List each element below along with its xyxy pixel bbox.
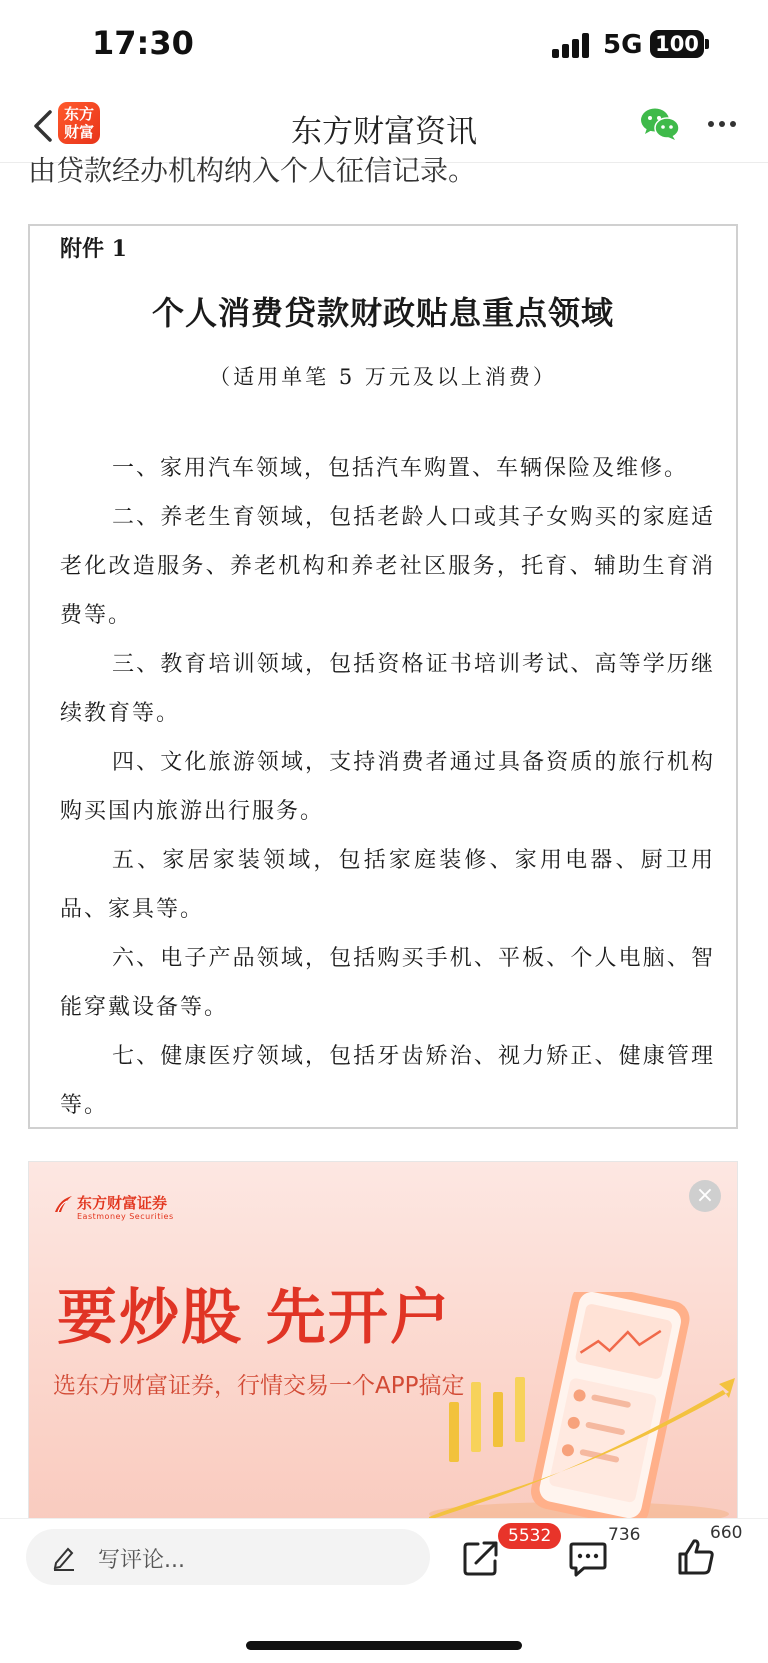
- thumbs-up-icon[interactable]: [676, 1537, 716, 1577]
- document-body: [60, 444, 715, 1130]
- attachment-document-image[interactable]: [28, 224, 738, 1129]
- share-icon[interactable]: [462, 1539, 500, 1577]
- document-subtitle: （适用单笔 5 万元及以上消费）: [209, 365, 557, 389]
- comment-count: 736: [608, 1525, 641, 1545]
- document-item: 一、家用汽车领域，包括汽车购置、车辆保险及维修。: [112, 456, 689, 481]
- page-title: 东方财富资讯: [291, 114, 477, 150]
- pen-icon: [50, 1543, 78, 1571]
- comment-input[interactable]: [26, 1529, 430, 1585]
- phone-trading-illustration-icon: [429, 1292, 738, 1521]
- like-count: 660: [710, 1523, 743, 1543]
- app-logo-line1: 东方: [63, 105, 94, 123]
- document-item: 六、电子产品领域，包括购买手机、平板、个人电脑、智能穿戴设备等。: [60, 946, 715, 1020]
- eastmoney-logo-icon: [53, 1194, 73, 1214]
- ad-headline: 要炒股 先开户: [57, 1283, 452, 1353]
- article-paragraph-cut: 由贷款经办机构纳入个人征信记录。: [28, 154, 477, 186]
- comment-placeholder: 写评论...: [98, 1548, 185, 1573]
- ad-brand-name-en: Eastmoney Securities: [77, 1212, 174, 1221]
- bottom-action-bar: [0, 1518, 768, 1663]
- document-item: 四、文化旅游领域，支持消费者通过具备资质的旅行机构购买国内旅游出行服务。: [60, 750, 715, 824]
- ad-brand-name: 东方财富证券: [77, 1194, 168, 1212]
- battery-icon: 100: [650, 30, 704, 58]
- more-options-icon[interactable]: [706, 112, 738, 136]
- attachment-label: 附件 1: [60, 236, 127, 262]
- document-item: 七、健康医疗领域，包括牙齿矫治、视力矫正、健康管理等。: [60, 1044, 715, 1118]
- network-type: 5G: [603, 30, 643, 60]
- ad-banner[interactable]: [28, 1161, 738, 1521]
- ad-subtext: 选东方财富证券，行情交易一个APP搞定: [53, 1373, 465, 1399]
- home-indicator: [246, 1641, 522, 1650]
- app-logo-line2: 财富: [63, 123, 94, 141]
- comment-icon[interactable]: [568, 1539, 608, 1579]
- status-time: 17:30: [92, 24, 194, 62]
- cellular-signal-icon: [552, 32, 592, 58]
- document-item: 五、家居家装领域，包括家庭装修、家用电器、厨卫用品、家具等。: [60, 848, 715, 922]
- status-bar: [0, 0, 768, 90]
- battery-tip: [705, 39, 709, 49]
- wechat-share-icon[interactable]: [640, 106, 680, 142]
- document-item: 二、养老生育领域，包括老龄人口或其子女购买的家庭适老化改造服务、养老机构和养老社区服务，托育、辅助生育消费等。: [60, 505, 715, 628]
- share-count-badge: 5532: [498, 1523, 561, 1549]
- document-title: 个人消费贷款财政贴息重点领域: [151, 294, 614, 332]
- document-item: 三、教育培训领域，包括资格证书培训考试、高等学历继续教育等。: [60, 652, 715, 726]
- ad-close-button[interactable]: ×: [689, 1180, 721, 1212]
